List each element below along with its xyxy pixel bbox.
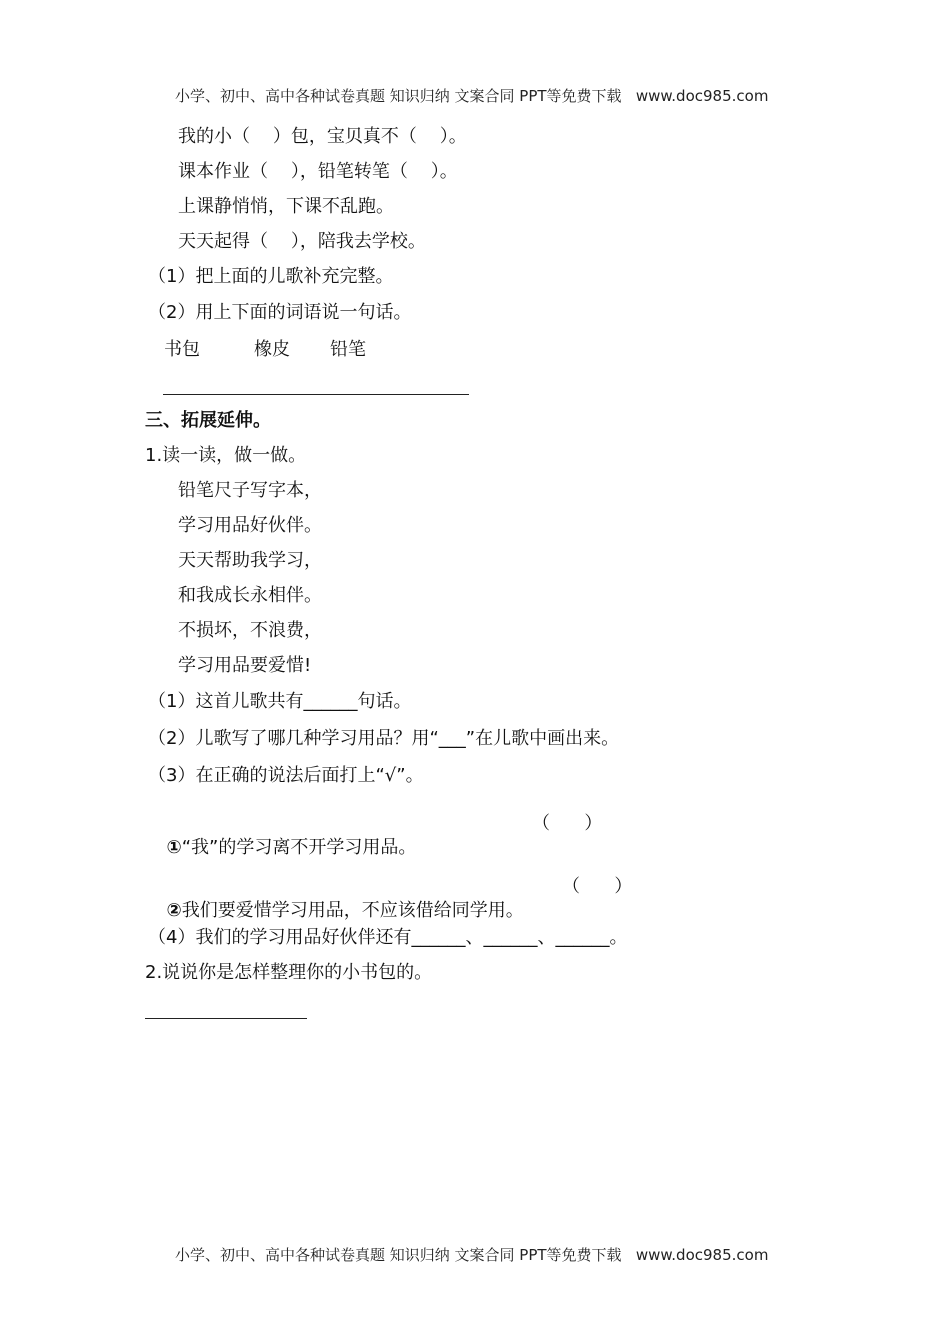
- section-title: 三、拓展延伸。: [145, 410, 271, 431]
- answer-line: [163, 394, 469, 395]
- subquestion-2: （2）儿歌写了哪几种学习用品？用“___”在儿歌中画出来。: [148, 728, 620, 749]
- word-pencil: 铅笔: [330, 339, 366, 360]
- poem-line: 学习用品要爱惜!: [178, 655, 312, 676]
- poem-line: 不损坏，不浪费，: [178, 620, 322, 641]
- word-schoolbag: 书包: [164, 339, 200, 360]
- answer-line: [145, 1018, 307, 1019]
- task-2-title: 2.说说你是怎样整理你的小书包的。: [145, 962, 433, 983]
- song-line: 课本作业（ ），铅笔转笔（ ）。: [178, 161, 458, 182]
- judge-text: 我们要爱惜学习用品，不应该借给同学用。: [181, 900, 524, 921]
- answer-bracket[interactable]: （ ）: [562, 876, 633, 897]
- judge-text: “我”的学习离不开学习用品。: [181, 837, 417, 858]
- poem-line: 天天帮助我学习，: [178, 550, 322, 571]
- judge-item: [155, 812, 416, 860]
- item-number: ①: [166, 837, 182, 858]
- subquestion-3: （3）在正确的说法后面打上“√”。: [148, 765, 424, 786]
- page-footer: 小学、初中、高中各种试卷真题 知识归纳 文案合同 PPT等免费下载 www.doc985.com: [175, 1246, 769, 1264]
- question-2: （2）用上下面的词语说一句话。: [148, 302, 412, 323]
- poem-line: 和我成长永相伴。: [178, 585, 322, 606]
- question-1: （1）把上面的儿歌补充完整。: [148, 266, 394, 287]
- poem-line: 学习用品好伙伴。: [178, 515, 322, 536]
- song-line: 上课静悄悄，下课不乱跑。: [178, 196, 394, 217]
- song-line: 天天起得（ ），陪我去学校。: [178, 231, 426, 252]
- judge-item: [155, 875, 524, 923]
- song-line: 我的小（ ）包，宝贝真不（ ）。: [178, 126, 467, 147]
- page-header: 小学、初中、高中各种试卷真题 知识归纳 文案合同 PPT等免费下载 www.doc985.com: [175, 87, 769, 105]
- poem-line: 铅笔尺子写字本，: [178, 480, 322, 501]
- subquestion-4: （4）我们的学习用品好伙伴还有______、______、______。: [148, 927, 628, 948]
- answer-bracket[interactable]: （ ）: [532, 813, 603, 834]
- subquestion-1: （1）这首儿歌共有______句话。: [148, 691, 412, 712]
- item-number: ②: [166, 900, 182, 921]
- task-1-title: 1.读一读，做一做。: [145, 445, 307, 466]
- word-eraser: 橡皮: [254, 339, 290, 360]
